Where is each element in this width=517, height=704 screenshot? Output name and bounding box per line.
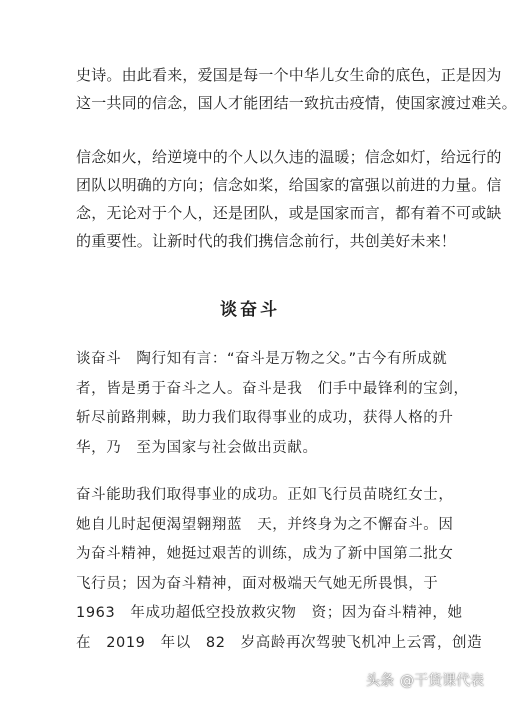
source-watermark [366,670,484,690]
text-line: 史诗。由此看来，爱国是每一个中华儿女生命的底色，正是因为 [76,66,502,84]
watermark-account: @干货课代表 [400,673,484,689]
paragraph-struggle-intro [76,345,469,463]
watermark-platform: 头条 [366,673,394,689]
text-line: 奋斗能助我们取得事业的成功。正如飞行员苗晓红女士， [76,487,454,503]
text-line: 谈奋斗 陶行知有言：“奋斗是万物之父。”古今有所成就 [76,351,448,367]
text-line: 念，无论对于个人，还是团队，或是国家而言，都有着不可或缺 [76,204,502,222]
text-line: 信念如火，给逆境中的个人以久违的温暖；信念如灯，给远行的 [76,148,502,166]
paragraph-struggle-example [76,481,483,658]
text-line: 为奋斗精神，她挺过艰苦的训练，成为了新中国第二批女 [76,546,454,562]
paragraph-belief [76,143,502,255]
text-line: 她自儿时起便渴望翱翔蓝 天，并终身为之不懈奋斗。因 [76,516,454,533]
text-line: 1963 年成功超低空投放救灾物 资；因为奋斗精神，她 [76,605,463,621]
text-line: 在 2019 年以 82 岁高龄再次驾驶飞机冲上云霄，创造 [76,634,483,651]
text-line: 飞行员；因为奋斗精神，面对极端天气她无所畏惧，于 [76,575,439,592]
text-line: 华，乃 至为国家与社会做出贡献。 [76,439,318,456]
paragraph-patriotism-conclusion [76,61,517,117]
text-line: 者，皆是勇于奋斗之人。奋斗是我 们手中最锋利的宝剑， [76,380,469,397]
text-line: 这一共同的信念，国人才能团结一致抗击疫情，使国家渡过难关。 [76,94,517,112]
section-heading: 谈奋斗 [220,300,280,320]
text-line: 斩尽前路荆棘，助力我们取得事业的成功，获得人格的升 [76,410,454,426]
text-line: 团队以明确的方向；信念如桨，给国家的富强以前进的力量。信 [76,176,502,194]
text-line: 的重要性。让新时代的我们携信念前行，共创美好未来！ [76,232,457,250]
